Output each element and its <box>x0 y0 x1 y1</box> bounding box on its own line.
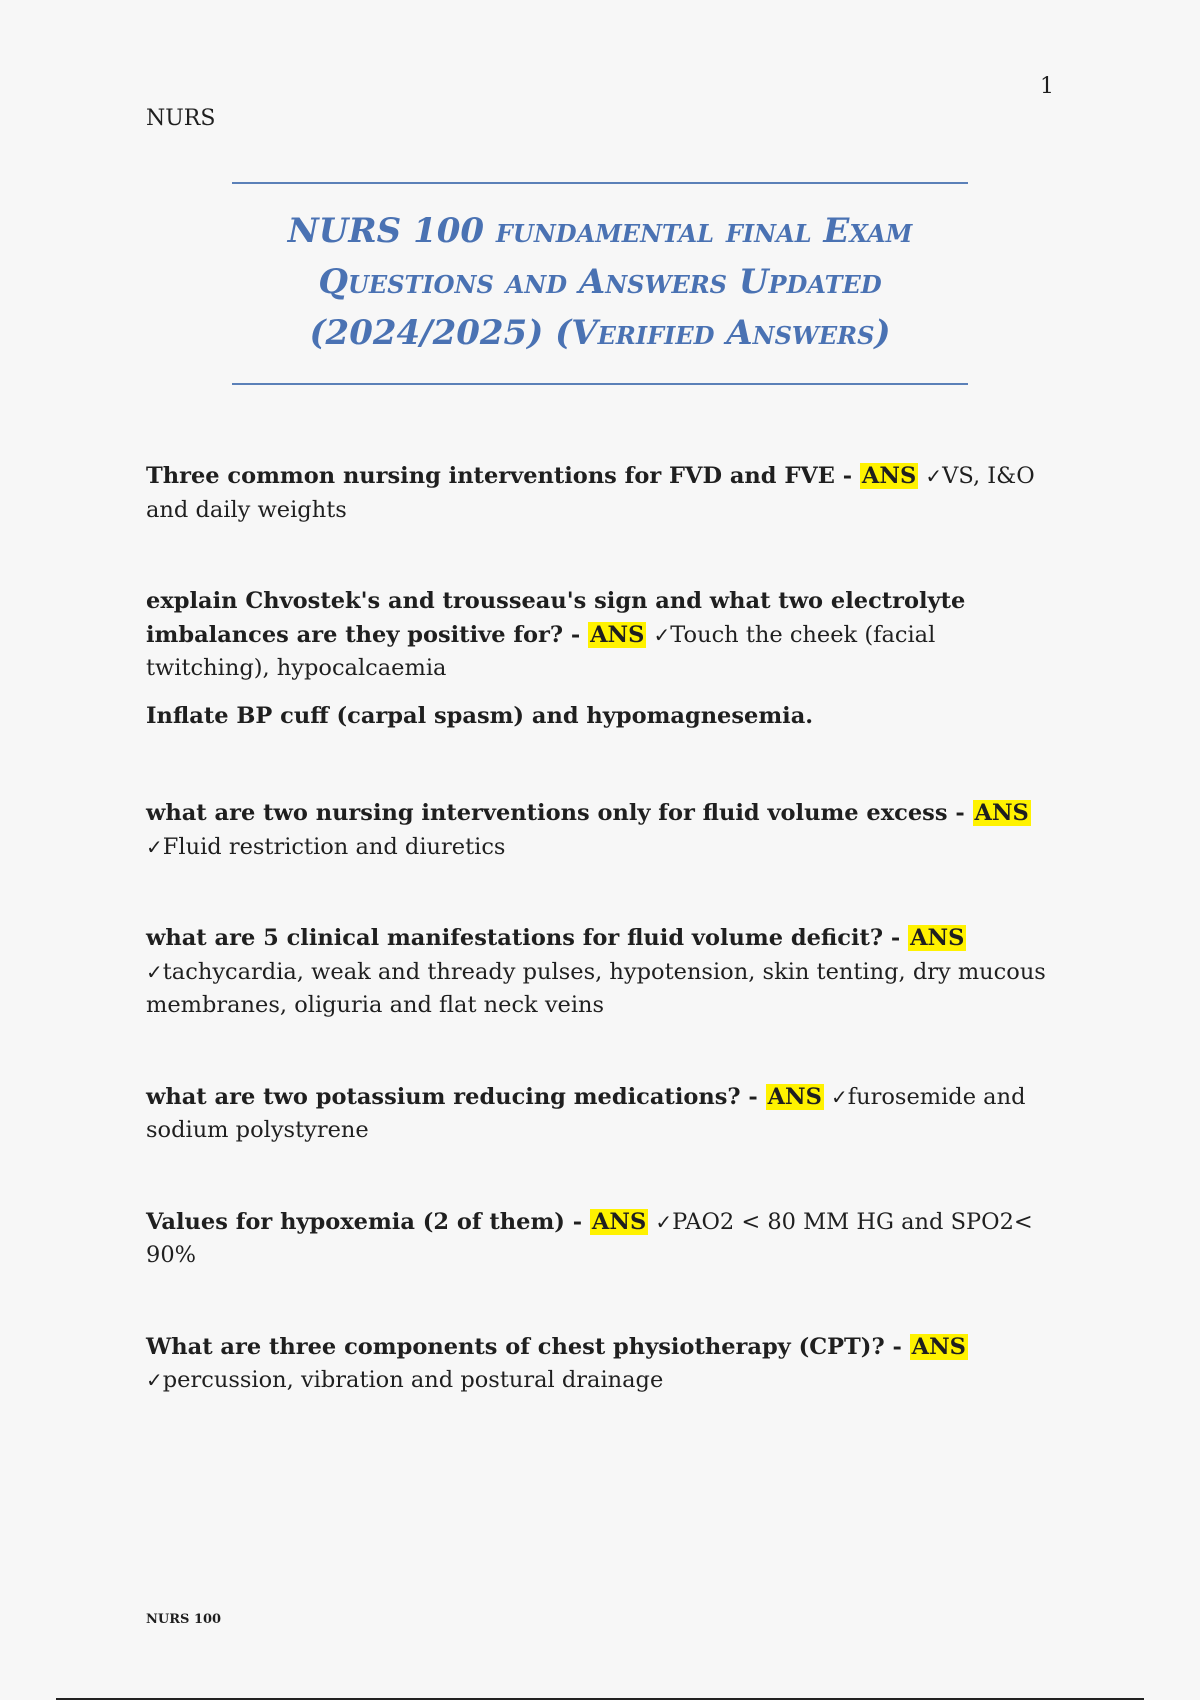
check-icon: ✓ <box>653 622 671 647</box>
qa-item-5 <box>146 1081 1056 1148</box>
qa-item-4 <box>146 922 1056 1023</box>
qa-item-7 <box>146 1331 1056 1398</box>
check-icon: ✓ <box>831 1084 848 1109</box>
question-text: Values for hypoxemia (2 of them) - <box>146 1208 590 1235</box>
answer-text: Fluid restriction and diuretics <box>162 833 506 860</box>
question-text: what are two nursing interventions only for fluid volume excess - <box>146 800 973 826</box>
qa-list <box>146 460 1056 1398</box>
ans-highlight: ANS <box>590 621 645 648</box>
ans-highlight: ANS <box>591 1208 647 1235</box>
qa-item-2-extra: Inflate BP cuff (carpal spasm) and hypomagnesemia. <box>146 702 814 729</box>
check-icon: ✓ <box>146 959 163 984</box>
question-text: Three common nursing interventions for FVD and FVE - <box>146 463 860 489</box>
answer-text: Touch the cheek (facial twitching), hypocalcaemia <box>146 621 936 681</box>
document-title <box>232 182 968 385</box>
qa-item-1 <box>146 460 1056 527</box>
ans-highlight: ANS <box>974 800 1029 826</box>
footer-label: NURS 100 <box>146 1612 222 1627</box>
answer-text: percussion, vibration and postural drainage <box>162 1367 664 1393</box>
answer-text: tachycardia, weak and thready pulses, hypotension, skin tenting, dry mucous membranes, oliguria and flat neck veins <box>146 958 1046 1018</box>
ans-highlight: ANS <box>767 1083 822 1110</box>
question-text: explain Chvostek's and trousseau's sign and what two electrolyte imbalances are they positive for? - <box>146 588 966 648</box>
question-text: what are 5 clinical manifestations for fluid volume deficit? - <box>146 925 909 951</box>
question-text: What are three components of chest physiotherapy (CPT)? - <box>146 1333 910 1360</box>
page-number: 1 <box>1040 74 1054 99</box>
check-icon: ✓ <box>925 464 943 488</box>
qa-item-6 <box>146 1206 1056 1273</box>
title-line-2: Questions and Answers Updated <box>318 262 882 302</box>
qa-item-3 <box>146 797 1056 864</box>
answer-text: furosemide and sodium polystyrene <box>146 1083 1026 1143</box>
check-icon: ✓ <box>146 834 163 859</box>
ans-highlight: ANS <box>911 1333 966 1360</box>
ans-highlight: ANS <box>910 925 965 951</box>
qa-item-2 <box>146 585 1056 686</box>
title-line-1: NURS 100 fundamental final Exam <box>287 211 913 251</box>
title-line-3: (2024/2025) (Verified Answers) <box>309 313 891 353</box>
ans-highlight: ANS <box>861 463 917 489</box>
question-text: what are two potassium reducing medications? - <box>146 1083 766 1110</box>
answer-text: PAO2 < 80 MM HG and SPO2< 90% <box>146 1208 1033 1268</box>
check-icon: ✓ <box>655 1209 673 1234</box>
answer-text: VS, I&O and daily weights <box>146 463 1035 523</box>
header-label: NURS <box>146 106 216 131</box>
check-icon: ✓ <box>146 1368 163 1392</box>
